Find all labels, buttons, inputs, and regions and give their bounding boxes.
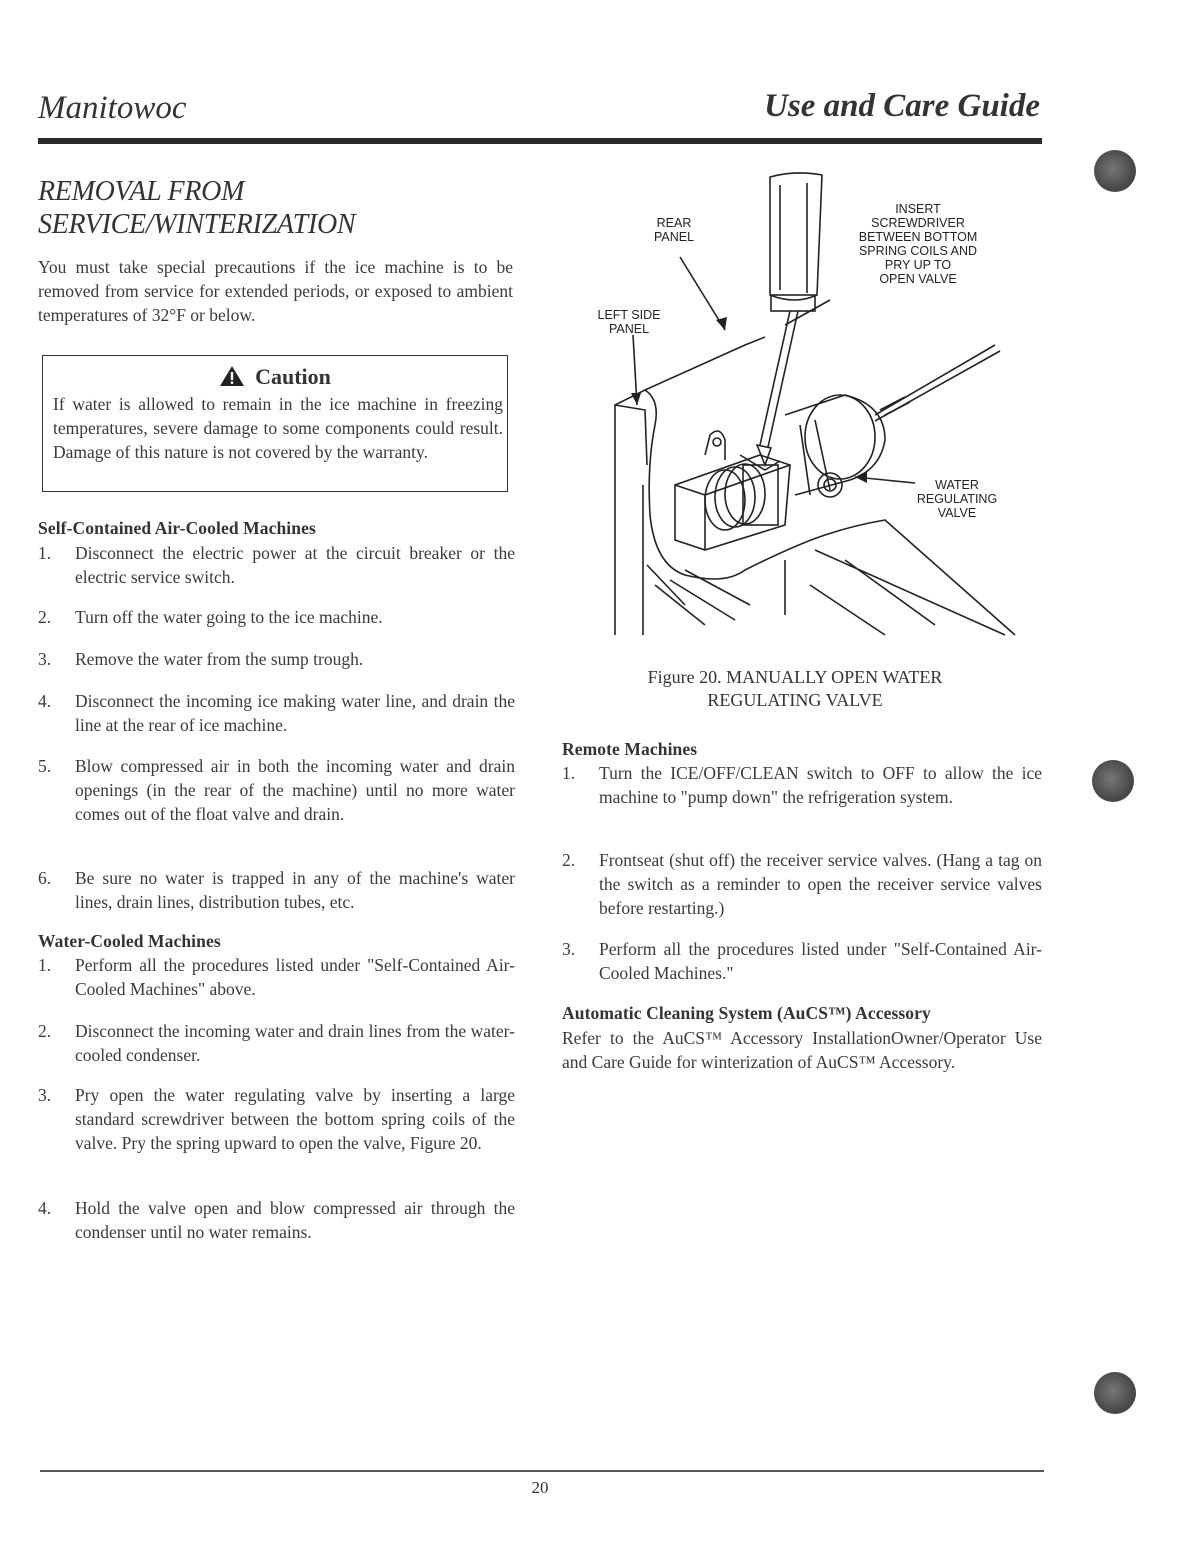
list-item-number: 4. <box>38 691 52 711</box>
list-item-text: Frontseat (shut off) the receiver service valves. (Hang a tag on the switch as a reminder to open the receiver service valves before restarting.) <box>599 850 1042 918</box>
list-item-text: Hold the valve open and blow compressed air through the condenser until no water remains. <box>75 1198 515 1242</box>
label-line: PANEL <box>653 230 695 244</box>
list-item-text: Pry open the water regulating valve by inserting a large standard screwdriver between the bottom spring coils of the valve. Pry the spring upward to open the valve, Figure 20. <box>75 1085 515 1153</box>
self-contained-heading: Self-Contained Air-Cooled Machines <box>38 518 316 538</box>
aucs-heading: Automatic Cleaning System (AuCS™) Accessory <box>562 1003 931 1023</box>
label-line: LEFT SIDE <box>597 308 661 322</box>
header-rule <box>38 138 1042 144</box>
figure-caption-line: REGULATING VALVE <box>707 690 883 710</box>
list-item-text: Perform all the procedures listed under "Self-Contained Air-Cooled Machines." <box>599 939 1042 983</box>
section-title-line: REMOVAL FROM <box>38 176 245 207</box>
caution-heading <box>43 364 507 390</box>
list-item-text: Remove the water from the sump trough. <box>75 649 364 669</box>
aucs-paragraph: Refer to the AuCS™ Accessory InstallationOwner/Operator Use and Care Guide for winterization of AuCS™ Accessory. <box>562 1028 1042 1072</box>
list-item-number: 2. <box>38 607 52 627</box>
page-number: 20 <box>531 1478 549 1497</box>
label-line: PRY UP TO <box>884 258 952 272</box>
label-line: INSERT <box>895 202 941 216</box>
label-line: REAR <box>656 216 692 230</box>
list-item-text: Disconnect the incoming water and drain lines from the water-cooled condenser. <box>75 1021 515 1065</box>
list-item-number: 6. <box>38 868 52 888</box>
label-line: SPRING COILS AND <box>858 244 978 258</box>
list-item-number: 1. <box>562 763 576 783</box>
label-line: BETWEEN BOTTOM <box>858 230 978 244</box>
label-rear-panel <box>640 216 708 244</box>
binder-hole <box>1094 1372 1136 1414</box>
intro-paragraph: You must take special precautions if the ice machine is to be removed from service for extended periods, or exposed to ambient temperatures of 32°F or below. <box>38 257 513 325</box>
list-item-text: Disconnect the incoming ice making water line, and drain the line at the rear of ice machine. <box>75 691 515 735</box>
label-line: OPEN VALVE <box>879 272 957 286</box>
list-item-text: Be sure no water is trapped in any of the machine's water lines, drain lines, distribution tubes, etc. <box>75 868 515 912</box>
label-line: VALVE <box>937 506 977 520</box>
caution-text: If water is allowed to remain in the ice machine in freezing temperatures, severe damage to some components could result. Damage of this nature is not covered by the warranty. <box>53 394 503 462</box>
binder-hole <box>1094 150 1136 192</box>
figure-caption-line: Figure 20. MANUALLY OPEN WATER <box>647 667 943 687</box>
label-line: PANEL <box>608 322 650 336</box>
caution-title: Caution <box>255 364 331 389</box>
list-item-number: 3. <box>38 1085 52 1105</box>
list-item-text: Perform all the procedures listed under "Self-Contained Air-Cooled Machines" above. <box>75 955 515 999</box>
section-title-line: SERVICE/WINTERIZATION <box>38 209 356 240</box>
list-item-number: 4. <box>38 1198 52 1218</box>
water-cooled-heading: Water-Cooled Machines <box>38 931 221 951</box>
label-left-side-panel <box>588 308 670 336</box>
section-title <box>38 175 355 241</box>
header-brand: Manitowoc <box>38 90 187 126</box>
label-water-regulating-valve <box>902 478 1012 520</box>
list-item-number: 3. <box>562 939 576 959</box>
caution-box <box>42 355 508 492</box>
footer-rule <box>40 1470 1044 1472</box>
list-item-text: Disconnect the electric power at the circuit breaker or the electric service switch. <box>75 543 515 587</box>
binder-hole <box>1092 760 1134 802</box>
warning-triangle-icon <box>219 365 245 387</box>
list-item-text: Turn the ICE/OFF/CLEAN switch to OFF to allow the ice machine to "pump down" the refrigeration system. <box>599 763 1042 807</box>
label-line: REGULATING <box>916 492 998 506</box>
remote-machines-heading: Remote Machines <box>562 739 698 759</box>
header-guide-title: Use and Care Guide <box>764 88 1040 124</box>
list-item-number: 1. <box>38 543 52 563</box>
list-item-number: 5. <box>38 756 52 776</box>
label-line: WATER <box>935 478 979 492</box>
label-line: SCREWDRIVER <box>871 216 965 230</box>
list-item-text: Turn off the water going to the ice machine. <box>75 607 383 627</box>
list-item-number: 2. <box>562 850 576 870</box>
list-item-number: 2. <box>38 1021 52 1041</box>
list-item-number: 3. <box>38 649 52 669</box>
list-item-number: 1. <box>38 955 52 975</box>
list-item-text: Blow compressed air in both the incoming water and drain openings (in the rear of the machine) until no more water comes out of the float valve and drain. <box>75 756 515 824</box>
figure-caption <box>580 666 1010 712</box>
label-insert-screwdriver <box>838 202 998 286</box>
